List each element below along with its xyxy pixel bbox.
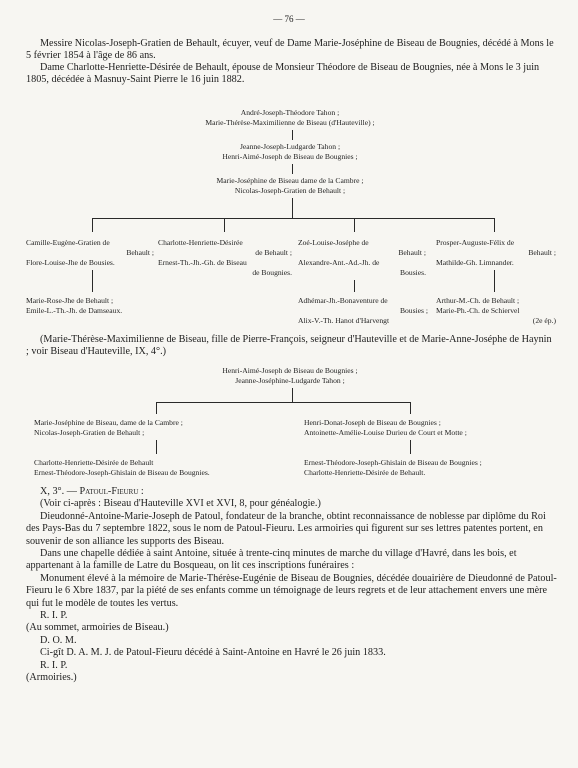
tree2-right-line-1: Henri-Donat-Joseph de Biseau de Bougnies ; [304,418,441,427]
tree2-drop-right [410,402,411,414]
child3-name-cont: Behault ; [398,248,426,257]
tree2-top-line-2: Jeanne-Joséphine-Ludgarde Tahon ; [235,376,345,385]
parent-note-text: (Marie-Thérèse-Maximilienne de Biseau, fille de Pierre-François, seigneur d'Hauteville et de Marie-Anne-Joséphe de Haynin ; voir Biseau d'Hauteville, IX, 4°.) [26,334,552,357]
intro-paragraph-1: Messire Nicolas-Joseph-Gratien de Behault, écuyer, veuf de Dame Marie-Joséphine de Biseau de Bougnies, décédé à Mons le 5 février 1854 à l'âge de 86 ans. [26,38,554,61]
child1-spouse: Flore-Louise-Jhe de Bousies. [26,258,115,267]
inscription-rip-2: R. I. P. [40,659,68,671]
tree2-right-child-line-1: Ernest-Théodore-Joseph-Ghislain de Biseau de Bougnies ; [304,458,482,467]
child4-spouse: Mathilde-Gh. Limnander. [436,258,514,267]
tree1-child-2 [158,238,292,278]
grandchild4-spouse: Marie-Ph.-Ch. de Schiervel [436,306,520,315]
tree2-right-child [304,458,558,478]
tree1-child-1 [26,238,154,268]
section-heading [26,486,558,498]
tree1-g1-line-1: André-Joseph-Théodore Tahon ; [240,108,340,117]
intro-paragraph-2: Dame Charlotte-Henriette-Désirée de Behault, épouse de Monsieur Théodore de Biseau de Bougnies, née à Mons le 3 juin 1805, décédée à Masnuy-Saint Pierre le 16 juin 1882. [26,62,540,85]
child3-spouse-cont: Bousies. [400,268,426,277]
tree1-g2-line-2: Henri-Aimé-Joseph de Biseau de Bougnies ; [222,152,358,161]
grandchild3-name-cont: Bousies ; [399,306,428,315]
tree1-g3-line-2: Nicolas-Joseph-Gratien de Behault ; [234,186,346,195]
child2-spouse-cont: de Bougnies. [252,268,292,277]
tree2-top [160,366,420,386]
tree1-drop-2 [224,218,225,232]
tree2-right-child-line-2: Charlotte-Henriette-Désirée de Behault. [304,468,426,477]
tree1-child3-connector [354,280,355,292]
tree2-left-child-line-1: Charlotte-Henriette-Désirée de Behault [34,458,154,467]
child2-name: Charlotte-Henriette-Désirée [158,238,243,247]
tree1-generation-2 [150,142,430,162]
grandchild1-name: Marie-Rose-Jhe de Behault ; [26,296,114,305]
tree2-left-child-line-2: Ernest-Théodore-Joseph-Ghislain de Biseau de Bougnies. [34,468,210,477]
tree1-drop-1 [92,218,93,232]
child1-name-cont: Behault ; [126,248,154,257]
tree1-child-3 [298,238,426,278]
inscription-note-1: (Au sommet, armoiries de Biseau.) [26,622,169,634]
tree1-generation-3 [150,176,430,196]
child1-name: Camille-Eugène-Gratien de [26,238,110,247]
tree1-grandchild-3 [298,296,428,326]
section-number: X, 3°. — [40,486,77,497]
tree1-connector-3 [292,198,293,218]
section-paragraph-chapel: Dans une chapelle dédiée à saint Antoine, située à trente-cinq minutes de marche du village d'Havré, dans les bois, et appartenant à la famille de Latre du Bosqueau, on lit ces inscriptions funéraires : [26,548,517,572]
tree2-right [304,418,558,438]
grandchild3-name: Adhémar-Jh.-Bonaventure de [298,296,388,305]
child3-name: Zoé-Louise-Joséphe de [298,238,369,247]
tree1-child4-connector [494,270,495,292]
child4-name-cont: Behault ; [528,248,556,257]
tree2-branch-bar [156,402,410,403]
tree1-g1-line-2: Marie-Thérèse-Maximilienne de Biseau (d'Hauteville) ; [205,118,375,127]
tree2-top-line-1: Henri-Aimé-Joseph de Biseau de Bougnies ; [222,366,358,375]
tree2-right-line-2: Antoinette-Amélie-Louise Durieu de Court et Motte ; [304,428,467,437]
child2-spouse: Ernest-Th.-Jh.-Gh. de Biseau [158,258,247,267]
tree1-child1-connector [92,270,93,292]
tree1-connector-1 [292,130,293,140]
tree2-left-line-2: Nicolas-Joseph-Gratien de Behault ; [34,428,145,437]
tree2-drop-left [156,402,157,414]
section-patoul-fieuru [26,486,558,685]
grandchild4-spouse-note: (2e ép.) [532,316,556,325]
page-number: — 76 — [273,14,305,24]
tree2-left [34,418,274,438]
intro-text [26,38,556,86]
tree1-drop-4 [494,218,495,232]
tree2-left-child [34,458,294,478]
tree2-connector [292,388,293,402]
tree1-drop-3 [354,218,355,232]
child4-name: Prosper-Auguste-Félix de [436,238,515,247]
child3-spouse: Alexandre-Ant.-Ad.-Jh. de [298,258,380,267]
inscription-cigit: Ci-gît D. A. M. J. de Patoul-Fieuru décédé à Saint-Antoine en Havré le 26 juin 1833. [40,647,386,659]
tree1-child-4 [436,238,556,268]
section-paragraph-founder: Dieudonné-Antoine-Marie-Joseph de Patoul, fondateur de la branche, obtint reconnaissance de noblesse par diplôme du Roi des Pays-Bas du 7 septembre 1822, sous le nom de Patoul-Fieuru. Les armoiries qui figurent sur ses lettres patentes portent, en souvenir de son alliance les supports des Biseau. [26,510,546,547]
grandchild3-spouse: Alix-V.-Th. Hanot d'Harvengt [298,316,390,325]
tree2-left-connector [156,440,157,454]
tree1-g3-line-1: Marie-Joséphine de Biseau dame de la Cambre ; [216,176,364,185]
tree1-connector-2 [292,164,293,174]
child2-name-cont: de Behault ; [255,248,292,257]
tree2-right-connector [410,440,411,454]
section-genealogy-ref: (Voir ci-après : Biseau d'Hauteville XVI et XVI, 8, pour généalogie.) [40,498,321,510]
tree1-generation-1 [150,108,430,128]
section-monument-inscription: Monument élevé à la mémoire de Marie-Thérèse-Eugénie de Biseau de Bougnies, décédée douairière de Dieudonné de Patoul-Fieuru le 6 Xbre 1837, par la piété de ses enfants comme un témoignage de leurs regrets et de leur attachement envers une mère qui fut le modèle de toutes les vertus. [26,572,557,609]
tree1-g2-line-1: Jeanne-Joseph-Ludgarde Tahon ; [239,142,341,151]
tree1-branch-bar [92,218,494,219]
inscription-rip-1: R. I. P. [40,610,68,622]
section-name: Patoul-Fieuru : [79,486,144,497]
grandchild1-spouse: Emile-L.-Th.-Jh. de Damseaux. [26,306,123,315]
tree1-grandchild-1 [26,296,166,316]
tree1-grandchild-4 [436,296,556,326]
grandchild4-name: Arthur-M.-Ch. de Behault ; [436,296,520,305]
inscription-dom: D. O. M. [40,634,77,646]
tree2-left-line-1: Marie-Joséphine de Biseau, dame de la Cambre ; [34,418,183,427]
inscription-note-2: (Armoiries.) [26,672,77,684]
parent-note [26,334,556,358]
